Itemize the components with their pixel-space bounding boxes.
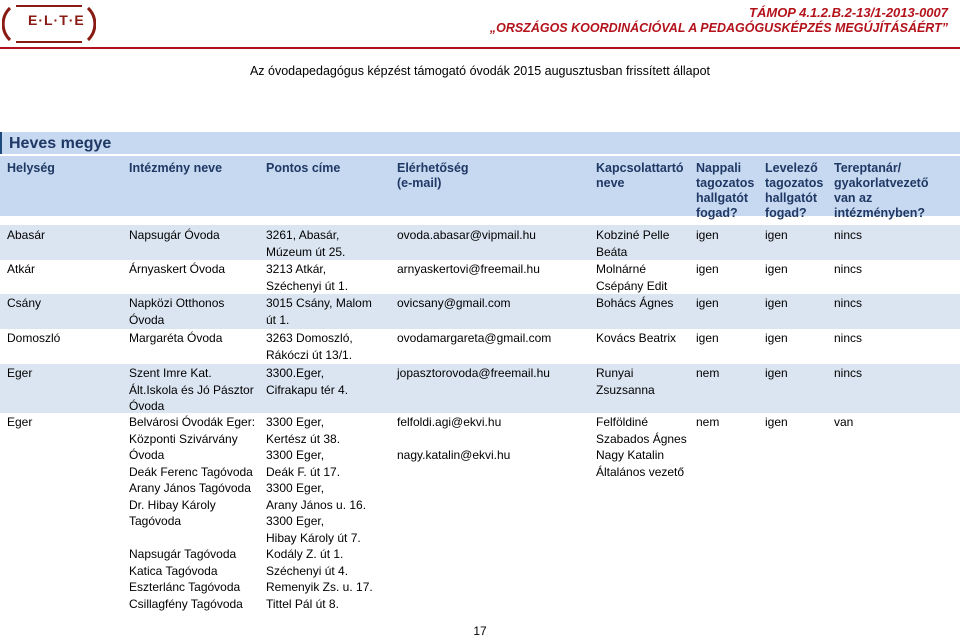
cell-day-students: igen: [696, 296, 719, 310]
region-title: Heves megye: [9, 135, 112, 152]
col-header-mentor: Tereptanár/ gyakorlatvezető van az intézményben?: [834, 161, 929, 220]
header-rule: [0, 47, 960, 49]
cell-email: ovoda.abasar@vipmail.hu: [397, 228, 536, 242]
cell-institution: Napközi Otthonos Óvoda: [129, 296, 225, 327]
cell-contact: Felföldiné Szabados Ágnes Nagy Katalin Általános vezető: [596, 415, 687, 479]
cell-town: Abasár: [7, 228, 46, 242]
cell-correspondence-students: igen: [765, 415, 788, 429]
col-header-day-students: Nappali tagozatos hallgatót fogad?: [696, 161, 755, 220]
table-row: [0, 413, 960, 613]
cell-email: felfoldi.agi@ekvi.hu nagy.katalin@ekvi.hu: [397, 415, 511, 462]
cell-email: ovicsany@gmail.com: [397, 296, 511, 310]
cell-institution: Margaréta Óvoda: [129, 331, 223, 345]
col-header-institution: Intézmény neve: [129, 161, 223, 175]
cell-mentor: nincs: [834, 262, 863, 276]
cell-mentor: nincs: [834, 296, 863, 310]
cell-day-students: igen: [696, 262, 719, 276]
col-header-email: Elérhetőség (e-mail): [397, 161, 469, 190]
cell-day-students: igen: [696, 331, 719, 345]
cell-email: jopasztorovoda@freemail.hu: [397, 366, 550, 380]
cell-address: 3300 Eger, Kertész út 38. 3300 Eger, Deák F. út 17. 3300 Eger, Arany János u. 16. 3300 Eger, Hibay Károly út 7. Kodály Z. út 1. Széchenyi út 4. Remenyik Zs. u. 17. Tittel Pál út 8.: [266, 415, 373, 611]
cell-day-students: nem: [696, 366, 720, 380]
cell-contact: Kovács Beatrix: [596, 331, 677, 345]
cell-town: Eger: [7, 366, 33, 380]
page-number: 17: [473, 624, 487, 638]
cell-correspondence-students: igen: [765, 228, 788, 242]
cell-day-students: nem: [696, 415, 720, 429]
col-header-address: Pontos címe: [266, 161, 341, 175]
cell-institution: Belvárosi Óvodák Eger: Központi Szivárvány Óvoda Deák Ferenc Tagóvoda Arany János Tagóvoda Dr. Hibay Károly Tagóvoda Napsugár Tagóvoda Katica Tagóvoda Eszterlánc Tagóvoda Csillagfény Tagóvoda: [129, 415, 256, 611]
table-row: [0, 364, 960, 413]
cell-mentor: nincs: [834, 228, 863, 242]
header-banner: [0, 0, 960, 52]
cell-address: 3263 Domoszló, Rákóczi út 13/1.: [266, 331, 353, 362]
cell-institution: Szent Imre Kat. Ált.Iskola és Jó Pásztor Óvoda: [129, 366, 254, 413]
region-title-bar: [0, 132, 960, 154]
cell-town: Eger: [7, 415, 33, 429]
table-row: [0, 260, 960, 294]
program-code: TÁMOP 4.1.2.B.2-13/1-2013-0007: [749, 5, 948, 20]
document-subtitle: Az óvodapedagógus képzést támogató óvodák 2015 augusztusban frissített állapot: [249, 64, 711, 78]
cell-institution: Árnyaskert Óvoda: [129, 262, 226, 276]
table-row: [0, 225, 960, 260]
table-row: [0, 329, 960, 364]
cell-institution: Napsugár Óvoda: [129, 228, 220, 242]
cell-mentor: van: [834, 415, 854, 429]
col-header-correspondence-students: Levelező tagozatos hallgatót fogad?: [765, 161, 824, 220]
table-row: [0, 294, 960, 329]
cell-address: 3261, Abasár, Múzeum út 25.: [266, 228, 346, 259]
cell-correspondence-students: igen: [765, 262, 788, 276]
cell-email: ovodamargareta@gmail.com: [397, 331, 552, 345]
cell-address: 3015 Csány, Malom út 1.: [266, 296, 372, 327]
cell-town: Atkár: [7, 262, 36, 276]
program-title: „ORSZÁGOS KOORDINÁCIÓVAL A PEDAGÓGUSKÉPZÉS MEGÚJÍTÁSÁÉRT”: [489, 21, 948, 35]
cell-contact: Kobziné Pelle Beáta: [596, 228, 670, 259]
cell-mentor: nincs: [834, 331, 863, 345]
cell-contact: Molnárné Csépány Edit: [596, 262, 668, 293]
elte-logo-text: E·L·T·E: [28, 12, 85, 28]
cell-contact: Runyai Zsuzsanna: [596, 366, 655, 397]
cell-mentor: nincs: [834, 366, 863, 380]
table-header: [0, 156, 960, 220]
col-header-town: Helység: [7, 161, 55, 175]
cell-correspondence-students: igen: [765, 296, 788, 310]
cell-town: Csány: [7, 296, 42, 310]
cell-correspondence-students: igen: [765, 331, 788, 345]
cell-address: 3213 Atkár, Széchenyi út 1.: [266, 262, 349, 293]
cell-contact: Bohács Ágnes: [596, 296, 674, 310]
cell-email: arnyaskertovi@freemail.hu: [397, 262, 540, 276]
cell-address: 3300.Eger, Cifrakapu tér 4.: [266, 366, 349, 397]
kindergarten-table: [0, 132, 960, 613]
cell-correspondence-students: igen: [765, 366, 788, 380]
cell-day-students: igen: [696, 228, 719, 242]
col-header-contact: Kapcsolattartó neve: [596, 161, 684, 190]
cell-town: Domoszló: [7, 331, 61, 345]
